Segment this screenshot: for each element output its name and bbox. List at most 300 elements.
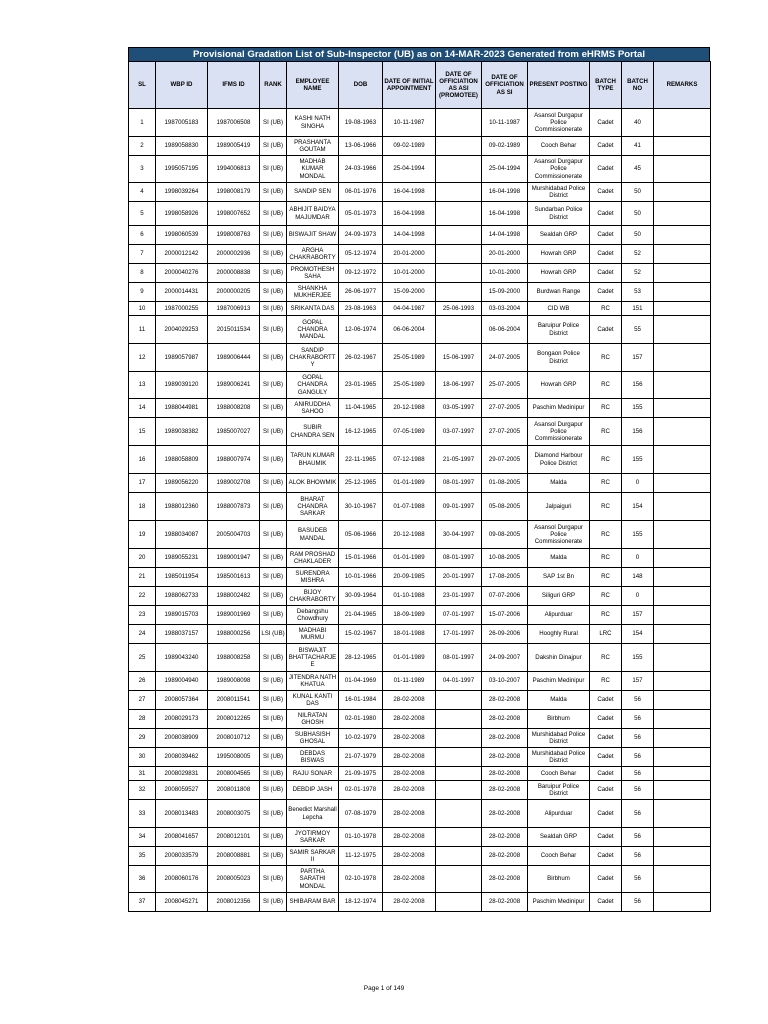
table-cell: SI (UB) xyxy=(260,109,287,137)
table-cell: 52 xyxy=(622,245,654,264)
table-row xyxy=(129,644,711,672)
table-cell: RC xyxy=(590,399,622,418)
table-cell: 01-01-1989 xyxy=(383,644,436,672)
table-cell xyxy=(654,183,711,202)
table-cell: Sealdah GRP xyxy=(528,828,590,847)
table-cell: 10-11-1987 xyxy=(383,109,436,137)
table-cell xyxy=(654,302,711,316)
table-cell: 155 xyxy=(622,521,654,549)
table-cell: Cadet xyxy=(590,109,622,137)
table-cell: 14 xyxy=(129,399,156,418)
table-cell: 05-01-1973 xyxy=(339,202,383,226)
table-cell: 28-02-2008 xyxy=(383,729,436,748)
table-row xyxy=(129,828,711,847)
table-cell: 25-07-2005 xyxy=(482,372,528,399)
table-cell: BASUDEB MANDAL xyxy=(287,521,339,549)
table-cell xyxy=(436,800,482,828)
table-cell: 28-02-2008 xyxy=(482,748,528,767)
table-cell: 0 xyxy=(622,587,654,606)
table-cell: 2000008838 xyxy=(208,264,260,283)
table-cell: SI (UB) xyxy=(260,828,287,847)
table-row xyxy=(129,691,711,710)
table-cell: 26-09-2006 xyxy=(482,625,528,644)
table-cell: Jalpaiguri xyxy=(528,493,590,521)
table-cell: ABHIJIT BAIDYA MAJUMDAR xyxy=(287,202,339,226)
table-cell: 1985007027 xyxy=(208,418,260,446)
table-cell: 01-01-1989 xyxy=(383,549,436,568)
table-cell: Cadet xyxy=(590,781,622,800)
table-cell: SI (UB) xyxy=(260,672,287,691)
table-cell: 07-05-1989 xyxy=(383,418,436,446)
table-cell: 03-03-2004 xyxy=(482,302,528,316)
table-cell: 1987006508 xyxy=(208,109,260,137)
table-row xyxy=(129,137,711,156)
table-cell: Cadet xyxy=(590,137,622,156)
table-cell: Birbhum xyxy=(528,710,590,729)
table-cell: 56 xyxy=(622,866,654,893)
table-cell: 09-12-1972 xyxy=(339,264,383,283)
table-cell: 17-08-2005 xyxy=(482,568,528,587)
table-cell xyxy=(654,767,711,781)
table-cell: 1988007974 xyxy=(208,446,260,474)
table-cell: 1988008258 xyxy=(208,644,260,672)
table-cell: 06-06-2004 xyxy=(482,316,528,344)
table-cell: 02-01-1980 xyxy=(339,710,383,729)
table-cell: 27 xyxy=(129,691,156,710)
table-cell: Murshidabad Police District xyxy=(528,729,590,748)
table-cell: SI (UB) xyxy=(260,245,287,264)
table-cell: 1998007652 xyxy=(208,202,260,226)
table-cell xyxy=(436,893,482,912)
table-cell: Cadet xyxy=(590,202,622,226)
table-cell: Birbhum xyxy=(528,866,590,893)
table-row xyxy=(129,245,711,264)
table-cell: 21-09-1975 xyxy=(339,767,383,781)
table-cell: Cadet xyxy=(590,691,622,710)
table-cell xyxy=(436,866,482,893)
table-cell: 4 xyxy=(129,183,156,202)
table-cell xyxy=(654,606,711,625)
table-cell: 11-04-1965 xyxy=(339,399,383,418)
table-cell: 1989038382 xyxy=(156,418,208,446)
table-cell: Baruipur Police District xyxy=(528,781,590,800)
table-cell: SI (UB) xyxy=(260,568,287,587)
table-row xyxy=(129,446,711,474)
table-cell: RC xyxy=(590,606,622,625)
table-cell: 05-06-1966 xyxy=(339,521,383,549)
table-cell: 03-07-1997 xyxy=(436,418,482,446)
table-cell: 24-09-1973 xyxy=(339,226,383,245)
table-cell xyxy=(436,729,482,748)
column-header: IFMS ID xyxy=(208,62,260,109)
table-cell: 3 xyxy=(129,156,156,183)
table-cell: 1987006913 xyxy=(208,302,260,316)
table-cell: SUBIR CHANDRA SEN xyxy=(287,418,339,446)
table-cell: SI (UB) xyxy=(260,691,287,710)
table-cell: 1989001947 xyxy=(208,549,260,568)
table-row xyxy=(129,866,711,893)
table-cell: 55 xyxy=(622,316,654,344)
table-cell: 11-12-1975 xyxy=(339,847,383,866)
table-cell: 2008011808 xyxy=(208,781,260,800)
table-cell: 7 xyxy=(129,245,156,264)
table-cell: 2008008881 xyxy=(208,847,260,866)
table-cell: 30 xyxy=(129,748,156,767)
table-cell: Dakshin Dinajpur xyxy=(528,644,590,672)
table-cell: 53 xyxy=(622,283,654,302)
table-cell: 45 xyxy=(622,156,654,183)
table-cell: 1989058830 xyxy=(156,137,208,156)
table-cell: 16-04-1998 xyxy=(482,202,528,226)
table-cell: 17-01-1997 xyxy=(436,625,482,644)
table-cell: 09-08-2005 xyxy=(482,521,528,549)
table-cell: 01-10-1988 xyxy=(383,587,436,606)
table-cell: Malda xyxy=(528,549,590,568)
table-cell: TARUN KUMAR BHAUMIK xyxy=(287,446,339,474)
table-cell: Cadet xyxy=(590,316,622,344)
table-cell: 16-04-1998 xyxy=(383,183,436,202)
table-cell xyxy=(436,691,482,710)
table-cell: RC xyxy=(590,521,622,549)
table-cell: 56 xyxy=(622,847,654,866)
table-cell: GOPAL CHANDRA MANDAL xyxy=(287,316,339,344)
table-cell: 28-12-1965 xyxy=(339,644,383,672)
table-cell: Cadet xyxy=(590,729,622,748)
table-cell: PRASHANTA GOUTAM xyxy=(287,137,339,156)
table-cell: 1985011954 xyxy=(156,568,208,587)
table-cell: KASHI NATH SINGHA xyxy=(287,109,339,137)
table-cell xyxy=(654,587,711,606)
table-cell: Burdwan Range xyxy=(528,283,590,302)
table-cell: SI (UB) xyxy=(260,493,287,521)
table-cell: KUNAL KANTI DAS xyxy=(287,691,339,710)
table-cell: SRIKANTA DAS xyxy=(287,302,339,316)
table-cell: BHARAT CHANDRA SARKAR xyxy=(287,493,339,521)
table-cell xyxy=(654,226,711,245)
table-cell xyxy=(654,109,711,137)
table-cell: 1987000255 xyxy=(156,302,208,316)
table-row xyxy=(129,226,711,245)
table-cell: 01-01-1989 xyxy=(383,474,436,493)
table-cell: 10-11-1987 xyxy=(482,109,528,137)
table-row xyxy=(129,781,711,800)
table-cell xyxy=(654,283,711,302)
column-header: DATE OF OFFICIATION AS ASI (PROMOTEE) xyxy=(436,62,482,109)
column-header: DATE OF INITIAL APPOINTMENT xyxy=(383,62,436,109)
table-row xyxy=(129,625,711,644)
table-cell: 1988044981 xyxy=(156,399,208,418)
table-cell: DEBDAS BISWAS xyxy=(287,748,339,767)
table-cell: SANDIP CHAKRABORTTY xyxy=(287,344,339,372)
table-cell: JITENDRA NATH KHATUA xyxy=(287,672,339,691)
table-cell: 16-01-1984 xyxy=(339,691,383,710)
table-cell: 15 xyxy=(129,418,156,446)
table-cell: Howrah GRP xyxy=(528,264,590,283)
table-cell: 25-06-1993 xyxy=(436,302,482,316)
table-cell: Cadet xyxy=(590,710,622,729)
table-row xyxy=(129,418,711,446)
table-cell xyxy=(654,625,711,644)
table-cell: 32 xyxy=(129,781,156,800)
table-cell: 16-04-1998 xyxy=(482,183,528,202)
table-cell: Cooch Behar xyxy=(528,137,590,156)
table-cell: 40 xyxy=(622,109,654,137)
table-cell: 25-05-1989 xyxy=(383,344,436,372)
table-cell: 16-04-1998 xyxy=(383,202,436,226)
table-cell xyxy=(654,446,711,474)
table-cell: Alipurduar xyxy=(528,606,590,625)
table-cell: GOPAL CHANDRA GANGULY xyxy=(287,372,339,399)
table-cell: 12 xyxy=(129,344,156,372)
table-cell: 23-01-1997 xyxy=(436,587,482,606)
table-cell: 01-10-1978 xyxy=(339,828,383,847)
table-cell xyxy=(436,828,482,847)
table-cell: RC xyxy=(590,587,622,606)
table-row xyxy=(129,672,711,691)
table-cell: 2008029173 xyxy=(156,710,208,729)
table-cell: Asansol Durgapur Police Commissionerate xyxy=(528,418,590,446)
table-cell: 20 xyxy=(129,549,156,568)
table-cell: 1989057987 xyxy=(156,344,208,372)
table-cell xyxy=(654,781,711,800)
table-cell: 1989039120 xyxy=(156,372,208,399)
table-cell: SI (UB) xyxy=(260,474,287,493)
table-cell: Cadet xyxy=(590,226,622,245)
table-cell: 157 xyxy=(622,606,654,625)
table-cell: 50 xyxy=(622,183,654,202)
table-cell: 2008041657 xyxy=(156,828,208,847)
table-cell: SANDIP SEN xyxy=(287,183,339,202)
table-cell: 1989055231 xyxy=(156,549,208,568)
table-cell: Diamond Harbour Police District xyxy=(528,446,590,474)
table-cell: ARGHA CHAKRABORTY xyxy=(287,245,339,264)
table-cell: 2008003075 xyxy=(208,800,260,828)
table-cell: SI (UB) xyxy=(260,710,287,729)
table-cell: PROMOTHESH SAHA xyxy=(287,264,339,283)
table-cell: Asansol Durgapur Police Commissionerate xyxy=(528,521,590,549)
table-cell: 19 xyxy=(129,521,156,549)
table-cell xyxy=(654,316,711,344)
table-cell: SI (UB) xyxy=(260,781,287,800)
table-row xyxy=(129,767,711,781)
table-cell: 03-05-1997 xyxy=(436,399,482,418)
table-cell: 1988007873 xyxy=(208,493,260,521)
table-cell xyxy=(654,137,711,156)
table-cell xyxy=(436,183,482,202)
table-cell: LRC xyxy=(590,625,622,644)
table-cell: 01-04-1969 xyxy=(339,672,383,691)
table-cell: Sealdah GRP xyxy=(528,226,590,245)
table-cell xyxy=(436,156,482,183)
table-cell: 22-11-1965 xyxy=(339,446,383,474)
table-cell: 2008013483 xyxy=(156,800,208,828)
table-cell: 5 xyxy=(129,202,156,226)
table-row xyxy=(129,302,711,316)
table-cell: SHIBARAM BAR xyxy=(287,893,339,912)
column-header: WBP ID xyxy=(156,62,208,109)
table-row xyxy=(129,372,711,399)
table-cell: 2008045271 xyxy=(156,893,208,912)
table-cell: 28-02-2008 xyxy=(383,748,436,767)
table-row xyxy=(129,183,711,202)
table-cell: SI (UB) xyxy=(260,226,287,245)
table-cell: Cadet xyxy=(590,767,622,781)
table-cell: 2000040276 xyxy=(156,264,208,283)
table-cell: SUBHASISH GHOSAL xyxy=(287,729,339,748)
table-cell: Alipurduar xyxy=(528,800,590,828)
table-cell: 2008012101 xyxy=(208,828,260,847)
table-row xyxy=(129,316,711,344)
table-cell: 09-02-1989 xyxy=(482,137,528,156)
table-cell: 30-04-1997 xyxy=(436,521,482,549)
column-header: EMPLOYEE NAME xyxy=(287,62,339,109)
table-cell: 01-11-1989 xyxy=(383,672,436,691)
table-cell: BIJOY CHAKRABORTY xyxy=(287,587,339,606)
table-cell: 25-04-1994 xyxy=(383,156,436,183)
table-cell: 1985001613 xyxy=(208,568,260,587)
table-cell: Cadet xyxy=(590,866,622,893)
table-cell: 16 xyxy=(129,446,156,474)
table-cell: 15-09-2000 xyxy=(482,283,528,302)
table-cell: SI (UB) xyxy=(260,372,287,399)
table-cell: 28 xyxy=(129,710,156,729)
table-cell: Cooch Behar xyxy=(528,767,590,781)
table-cell: 18-06-1997 xyxy=(436,372,482,399)
table-cell: 10 xyxy=(129,302,156,316)
table-cell: BISWAJIT SHAW xyxy=(287,226,339,245)
table-cell: RC xyxy=(590,568,622,587)
table-cell: 1989006444 xyxy=(208,344,260,372)
table-cell xyxy=(436,767,482,781)
table-cell: 02-01-1978 xyxy=(339,781,383,800)
table-row xyxy=(129,202,711,226)
table-cell: 18 xyxy=(129,493,156,521)
table-cell: Cooch Behar xyxy=(528,847,590,866)
table-cell: 01-08-2005 xyxy=(482,474,528,493)
table-cell: 0 xyxy=(622,474,654,493)
table-cell xyxy=(436,137,482,156)
gradation-list-page xyxy=(128,47,710,912)
table-cell xyxy=(436,847,482,866)
table-cell: 16-12-1965 xyxy=(339,418,383,446)
table-cell: MADHABI MURMU xyxy=(287,625,339,644)
table-cell: 1988000256 xyxy=(208,625,260,644)
table-cell: 2008038909 xyxy=(156,729,208,748)
table-cell: SI (UB) xyxy=(260,316,287,344)
table-cell: SI (UB) xyxy=(260,866,287,893)
table-cell: 21-04-1965 xyxy=(339,606,383,625)
table-row xyxy=(129,587,711,606)
table-cell: 02-10-1978 xyxy=(339,866,383,893)
table-cell: 24-03-1966 xyxy=(339,156,383,183)
table-cell: 23-08-1963 xyxy=(339,302,383,316)
table-cell xyxy=(654,493,711,521)
table-cell: NILRATAN GHOSH xyxy=(287,710,339,729)
column-header: DATE OF OFFICIATION AS SI xyxy=(482,62,528,109)
table-cell: 18-12-1974 xyxy=(339,893,383,912)
table-row xyxy=(129,800,711,828)
table-cell: 0 xyxy=(622,549,654,568)
table-header-row xyxy=(129,62,711,109)
table-cell: RC xyxy=(590,446,622,474)
table-cell: SI (UB) xyxy=(260,587,287,606)
table-cell: Murshidabad Police District xyxy=(528,748,590,767)
table-cell: 28-02-2008 xyxy=(383,893,436,912)
table-cell: 28-02-2008 xyxy=(383,767,436,781)
table-cell: RAJU SONAR xyxy=(287,767,339,781)
table-cell: 15-06-1997 xyxy=(436,344,482,372)
table-cell: 2008039462 xyxy=(156,748,208,767)
table-cell xyxy=(436,226,482,245)
table-cell: 15-02-1967 xyxy=(339,625,383,644)
table-cell xyxy=(654,866,711,893)
table-cell: 155 xyxy=(622,446,654,474)
table-cell: 1987005183 xyxy=(156,109,208,137)
table-cell xyxy=(436,748,482,767)
table-cell: 154 xyxy=(622,493,654,521)
table-cell: ALOK BHOWMIK xyxy=(287,474,339,493)
table-cell: 155 xyxy=(622,399,654,418)
table-cell xyxy=(654,729,711,748)
table-cell: SI (UB) xyxy=(260,800,287,828)
table-cell: 2000012142 xyxy=(156,245,208,264)
table-cell: SI (UB) xyxy=(260,748,287,767)
table-cell: 28-02-2008 xyxy=(383,691,436,710)
table-cell: 01-07-1988 xyxy=(383,493,436,521)
table-cell: 1995057195 xyxy=(156,156,208,183)
table-cell xyxy=(436,264,482,283)
table-cell: SI (UB) xyxy=(260,893,287,912)
table-row xyxy=(129,493,711,521)
table-cell: SI (UB) xyxy=(260,549,287,568)
table-cell: 1989015703 xyxy=(156,606,208,625)
table-cell: 36 xyxy=(129,866,156,893)
table-cell: 1989001969 xyxy=(208,606,260,625)
table-cell: 10-08-2005 xyxy=(482,549,528,568)
table-cell: SI (UB) xyxy=(260,264,287,283)
table-cell xyxy=(654,672,711,691)
table-cell: 28-02-2008 xyxy=(482,729,528,748)
table-cell: 56 xyxy=(622,767,654,781)
table-cell: 1988058809 xyxy=(156,446,208,474)
table-cell: 31 xyxy=(129,767,156,781)
table-cell: LSI (UB) xyxy=(260,625,287,644)
table-cell: 50 xyxy=(622,202,654,226)
table-cell: 34 xyxy=(129,828,156,847)
table-cell: SI (UB) xyxy=(260,202,287,226)
table-cell: 9 xyxy=(129,283,156,302)
table-cell xyxy=(654,156,711,183)
table-cell: 2008005023 xyxy=(208,866,260,893)
table-cell: 2008011541 xyxy=(208,691,260,710)
table-row xyxy=(129,521,711,549)
table-row xyxy=(129,606,711,625)
table-cell: 29 xyxy=(129,729,156,748)
table-cell: 2008010712 xyxy=(208,729,260,748)
table-cell: 2008060176 xyxy=(156,866,208,893)
table-cell: Baruipur Police District xyxy=(528,316,590,344)
table-cell: 33 xyxy=(129,800,156,828)
table-cell: MADHAB KUMAR MONDAL xyxy=(287,156,339,183)
table-cell: 37 xyxy=(129,893,156,912)
table-cell: 156 xyxy=(622,372,654,399)
table-cell: 28-02-2008 xyxy=(482,828,528,847)
table-cell: 1998008763 xyxy=(208,226,260,245)
table-cell: SI (UB) xyxy=(260,302,287,316)
table-cell: 19-08-1963 xyxy=(339,109,383,137)
table-cell: CID WB xyxy=(528,302,590,316)
table-cell xyxy=(654,344,711,372)
